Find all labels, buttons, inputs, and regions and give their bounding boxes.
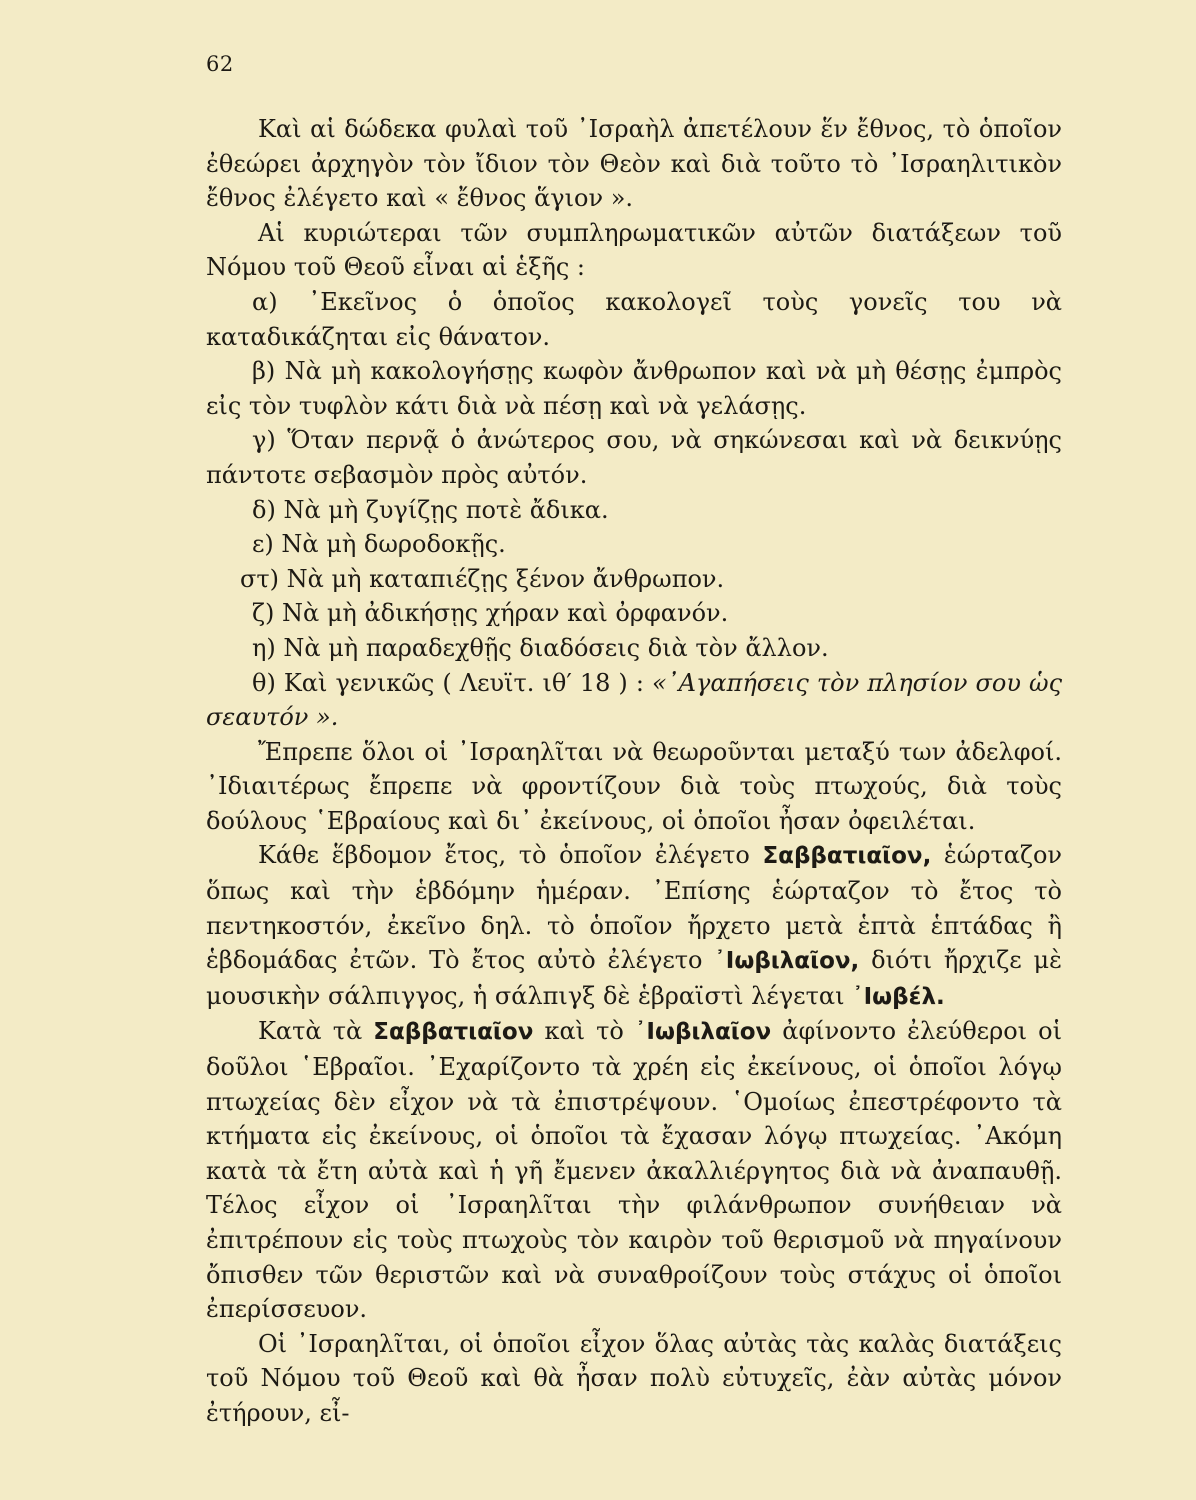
page-number: 62 [206,52,234,76]
provision-th [206,666,1062,735]
provision-d: δ) Νὰ μὴ ζυγίζῃς ποτὲ ἄδικα. [252,495,609,524]
text-span: Κάθε ἕβδομον ἔτος, τὸ ὁποῖον ἐλέγετο [258,841,763,870]
provision-th-quote: «᾿Αγαπήσεις τὸν πλησίον σου ὡς σεαυτόν ». [206,668,1063,732]
text-span: ἀφίνοντο ἐλεύθεροι οἱ δοῦλοι ῾Εβραῖοι. ᾿Εχαρίζοντο τὰ χρέη εἰς ἐκείνους, οἱ ὁποῖοι λόγῳ πτωχείας δὲν εἶχον νὰ τὰ ἐπιστρέψουν. ῾Ομοίως ἐπεστρέφοντο τὰ κτήματα εἰς ἐκείνους, οἱ ὁποῖοι τὰ ἔχασαν λόγῳ πτωχείας. ᾿Ακόμη κατὰ τὰ ἔτη αὐτὰ καὶ ἡ γῆ ἔμενεν ἀκαλλιέργητος διὰ νὰ ἀναπαυθῇ. Τέλος εἶχον οἱ ᾿Ισραηλῖται τὴν φιλάνθρωπον συνήθειαν νὰ ἐπιτρέπουν εἰς τοὺς πτωχοὺς τὸν καιρὸν τοῦ θερισμοῦ νὰ πηγαίνουν ὄπισθεν τῶν θεριστῶν καὶ νὰ συναθροίζουν τοὺς στάχυς οἱ ὁποῖοι ἐπερίσσευον. [206,1017,1062,1324]
term-iobel: ᾿Ιωβέλ. [852,983,945,1010]
provision-e: ε) Νὰ μὴ δωροδοκῇς. [252,530,506,559]
paragraph-sabbatical-year [206,838,1062,1014]
paragraph-conclusion: Οἱ ᾿Ισραηλῖται, οἱ ὁποῖοι εἶχον ὅλας αὐτὰς τὰς καλὰς διατάξεις τοῦ Νόμου τοῦ Θεοῦ καὶ θὰ ἦσαν πολὺ εὐτυχεῖς, ἐὰν αὐτὰς μόνον ἐτήρουν, εἶ- [206,1329,1062,1427]
body-text [206,112,1062,1431]
term-sabbatiaion: Σαββατιαῖον, [762,843,932,870]
provision-th-text: θ) Καὶ γενικῶς ( Λευϊτ. ιθ′ 18 ) : [252,668,652,697]
text-span: Κατὰ τὰ [258,1017,374,1046]
term-iobilaion: ᾿Ιωβιλαῖον, [714,948,860,975]
provision-g: γ) Ὅταν περνᾷ ὁ ἀνώτερος σου, νὰ σηκώνεσαι καὶ νὰ δεικνύῃς πάντοτε σεβασμὸν πρὸς αὐτόν. [206,426,1062,489]
term-sabbatiaion: Σαββατιαῖον [373,1019,534,1046]
paragraph-jubilee [206,1014,1062,1326]
provision-h: η) Νὰ μὴ παραδεχθῇς διαδόσεις διὰ τὸν ἄλλον. [252,633,829,662]
text-span: διότι ἤρχιζε μὲ μουσικὴν σάλπιγγος, ἡ σάλπιγξ δὲ ἑβραϊστὶ λέγεται [206,946,1062,1010]
provision-a: α) ᾿Εκεῖνος ὁ ὁποῖος κακολογεῖ τοὺς γονεῖς του νὰ καταδικάζηται εἰς θάνατον. [206,287,1062,351]
text-span: ἑώρταζον ὅπως καὶ τὴν ἑβδόμην ἡμέραν. ᾿Επίσης ἑώρταζον τὸ ἔτος τὸ πεντηκοστόν, ἐκεῖνο δηλ. τὸ ὁποῖον ἤρχετο μετὰ ἑπτὰ ἑπτάδας ἢ ἑβδομάδας ἐτῶν. Τὸ ἔτος αὐτὸ ἐλέγετο [206,841,1062,975]
paragraph-brothers: Ἔπρεπε ὅλοι οἱ ᾿Ισραηλῖται νὰ θεωροῦνται μεταξύ των ἀδελφοί. ᾿Ιδιαιτέρως ἔπρεπε νὰ φροντίζουν διὰ τοὺς πτωχούς, διὰ τοὺς δούλους ῾Εβραίους καὶ δι᾿ ἐκείνους, οἱ ὁποῖοι ἦσαν ὀφειλέται. [206,737,1062,835]
paragraph-provisions-intro: Αἱ κυριώτεραι τῶν συμπληρωματικῶν αὐτῶν διατάξεων τοῦ Νόμου τοῦ Θεοῦ εἶναι αἱ ἑξῆς : [206,218,1062,282]
text-span: καὶ τὸ [533,1017,635,1046]
paragraph-tribes: Καὶ αἱ δώδεκα φυλαὶ τοῦ ᾿Ισραὴλ ἀπετέλουν ἕν ἔθνος, τὸ ὁποῖον ἐθεώρει ἀρχηγὸν τὸν ἴδιον τὸν Θεὸν καὶ διὰ τοῦτο τὸ ᾿Ισραηλιτικὸν ἔθνος ἐλέγετο καὶ « ἔθνος ἅγιον ». [206,115,1062,213]
term-iobilaion: ᾿Ιωβιλαῖον [634,1019,772,1046]
provision-z: ζ) Νὰ μὴ ἀδικήσῃς χήραν καὶ ὀρφανόν. [252,599,729,628]
provision-b: β) Νὰ μὴ κακολογήσῃς κωφὸν ἄνθρωπον καὶ νὰ μὴ θέσῃς ἐμπρὸς εἰς τὸν τυφλὸν κάτι διὰ νὰ πέσῃ καὶ νὰ γελάσῃς. [206,357,1062,420]
provision-st: στ) Νὰ μὴ καταπιέζῃς ξένον ἄνθρωπον. [240,564,725,593]
